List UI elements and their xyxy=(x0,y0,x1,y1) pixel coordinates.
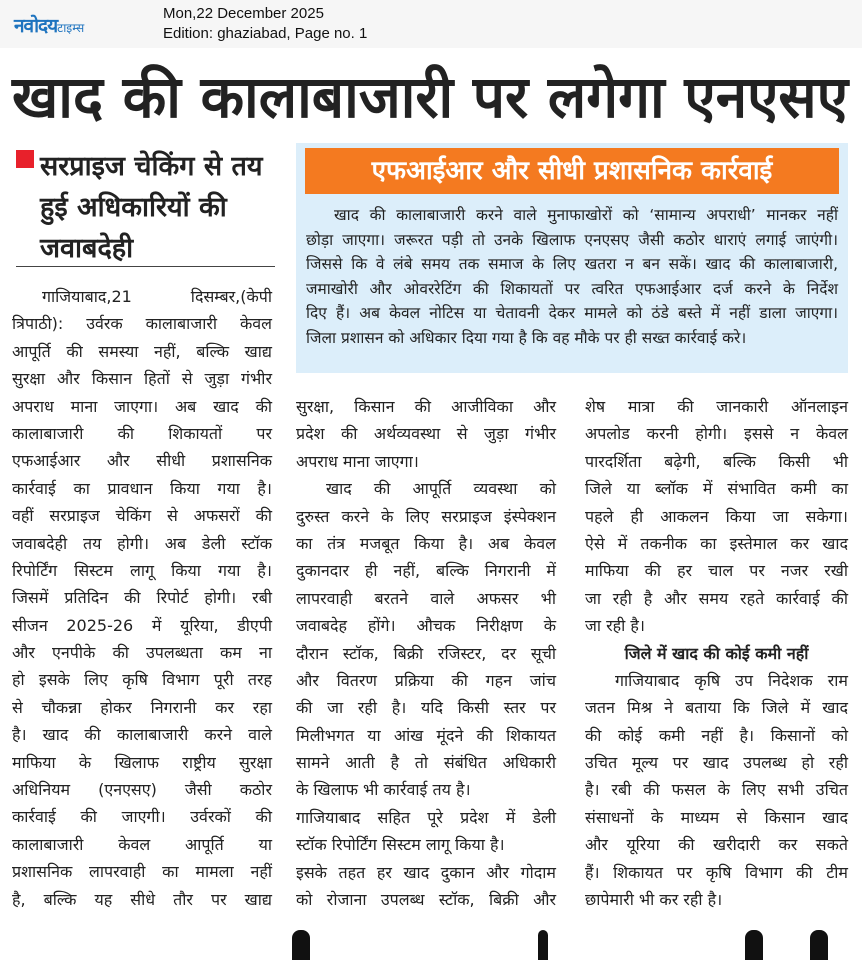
text-line: गाजियाबाद कृषि उप निदेशक राम xyxy=(615,670,848,690)
text-line: जवाबदेह होंगे। औचक निरीक्षण के xyxy=(296,616,556,636)
text-line: है, बल्कि यह सीधे तौर पर खाद्य xyxy=(12,889,272,909)
text-line: आपूर्ति की समस्या नहीं, बल्कि खाद्य xyxy=(12,341,272,361)
subheadline-marker xyxy=(16,150,34,168)
edition-info xyxy=(163,4,367,44)
text-line: अधिनियम (एनएसए) जैसी कठोर xyxy=(12,780,272,800)
next-headline-fragment xyxy=(538,930,548,960)
text-line: जमाखोरी और ओवररेटिंग की शिकायतों पर त्वरित एफआईआर दर्ज करने के निर्देश xyxy=(306,279,838,298)
text-line: दौरान स्टॉक, बिक्री रजिस्टर, दर सूची xyxy=(296,643,556,663)
text-line: गाजियाबाद सहित पूरे प्रदेश में डेली xyxy=(296,807,556,827)
text-line: हो इसके लिए कृषि विभाग पूरी तरह xyxy=(12,670,272,690)
text-line: वहीं सरप्राइज चेकिंग से अफसरों की xyxy=(12,506,272,526)
text-line: को रोजाना उपलब्ध स्टॉक, बिक्री और xyxy=(296,890,556,910)
text-line: दुकानदार ही नहीं, बल्कि निगरानी में xyxy=(296,561,556,581)
text-line: जिससे कि वे लंबे समय तक समाज के लिए खतरा न बन सकें। खाद की कालाबाजारी, xyxy=(306,255,838,274)
text-line: कार्रवाई का प्रावधान किया गया है। xyxy=(12,478,272,498)
text-line: सुरक्षा, किसान की आजीविका और xyxy=(296,397,556,416)
subheadline: सरप्राइज चेकिंग से तय हुई अधिकारियों की जवाबदेही xyxy=(40,151,263,264)
article-column-right xyxy=(585,393,848,913)
text-line: खाद की आपूर्ति व्यवस्था को xyxy=(326,479,556,499)
text-line: अपराध माना जाएगा। अब खाद की xyxy=(12,396,272,416)
text-line: जिसमें प्रतिदिन की रिपोर्ट होगी। रबी xyxy=(12,588,272,608)
logo-sub: टाइम्स xyxy=(57,21,85,35)
text-line: संसाधनों के माध्यम से किसान खाद xyxy=(585,807,848,827)
text-line: जतन मिश्र ने बताया कि जिले में खाद xyxy=(585,698,848,718)
highlight-box-text xyxy=(306,203,838,351)
text-line: के खिलाफ भी कार्रवाई तय है। xyxy=(296,780,471,800)
top-bar xyxy=(0,0,862,48)
text-line: छापेमारी भी कर रही है। xyxy=(585,890,723,910)
text-line: माफिया की हर चाल पर नजर रखी xyxy=(585,561,848,581)
next-headline-fragment xyxy=(745,930,763,960)
next-headline-fragment xyxy=(292,930,310,960)
text-line: कार्रवाई की जाएगी। उर्वरकों की xyxy=(12,807,272,827)
section-subheading: जिले में खाद की कोई कमी नहीं xyxy=(624,643,809,663)
text-line: और वितरण प्रक्रिया की गहन जांच xyxy=(296,670,556,690)
headline: खाद की कालाबाजारी पर लगेगा एनएसए xyxy=(12,63,848,131)
text-line: की जा रही है। यदि किसी स्तर पर xyxy=(296,698,556,718)
text-line: से चौकन्ना होकर निगरानी कर रहा xyxy=(12,697,272,717)
text-line: है। खाद की कालाबाजारी करने वाले xyxy=(12,725,272,745)
text-line: प्रशासनिक लापरवाही का मामला नहीं xyxy=(12,862,272,882)
text-line: सामने आती है तो संबंधित अधिकारी xyxy=(296,753,556,773)
article-column-middle xyxy=(296,393,556,913)
text-line: एफआईआर और सीधी प्रशासनिक xyxy=(12,451,272,471)
text-line: है। रबी की फसल के लिए सभी उचित xyxy=(585,780,848,800)
text-line: अपराध माना जाएगा। xyxy=(296,451,419,471)
text-line: स्टॉक रिपोर्टिंग सिस्टम लागू किया है। xyxy=(296,835,505,855)
highlight-box xyxy=(296,143,848,373)
text-line: इसके तहत हर खाद दुकान और गोदाम xyxy=(296,862,556,882)
text-line: रिपोर्टिंग सिस्टम लागू किया गया है। xyxy=(12,560,272,580)
text-line: की कोई कमी नहीं है। किसानों को xyxy=(585,725,848,745)
text-line: उचित मूल्य पर खाद उपलब्ध हो रही xyxy=(585,753,848,773)
text-line: दुरुस्त करने के लिए सरप्राइज इंस्पेक्शन xyxy=(296,506,556,526)
text-line: मिलीभगत या आंख मूंदने की शिकायत xyxy=(296,725,556,745)
divider xyxy=(16,266,275,267)
text-line: दिए हैं। अब केवल नोटिस या चेतावनी देकर मामले को ठंडे बस्ते में नहीं डाला जाएगा। xyxy=(306,304,838,323)
text-line: ऐसे में तकनीक का इस्तेमाल कर खाद xyxy=(585,533,848,553)
logo-main: नवोदय xyxy=(14,15,58,37)
text-line: जिले या ब्लॉक में संभावित कमी का xyxy=(585,479,848,499)
text-line: पहले ही आकलन किया जा सकेगा। xyxy=(585,506,848,526)
text-line: खाद की कालाबाजारी करने वाले मुनाफाखोरों को ‘सामान्य अपराधी’ मानकर नहीं xyxy=(334,206,838,224)
text-line: और एनपीके की उपलब्धता कम ना xyxy=(12,643,272,663)
text-line: त्रिपाठी): उर्वरक कालाबाजारी केवल xyxy=(12,314,272,334)
text-line: हैं। शिकायत पर कृषि विभाग की टीम xyxy=(585,862,848,882)
edition-page: Edition: ghaziabad, Page no. 1 xyxy=(163,25,368,42)
text-line: सुरक्षा और किसान हितों से जुड़ा गंभीर xyxy=(12,369,272,389)
text-line: प्रदेश की अर्थव्यवस्था से जुड़ा गंभीर xyxy=(296,424,556,444)
text-line: जिला प्रशासन को अधिकार दिया गया है कि वह मौके पर ही सख्त कार्रवाई करे। xyxy=(306,328,747,347)
text-line: गाजियाबाद,21 दिसम्बर,(केपी xyxy=(42,287,272,306)
text-line: माफिया के खिलाफ राष्ट्रीय सुरक्षा xyxy=(12,752,272,772)
highlight-box-title: एफआईआर और सीधी प्रशासनिक कार्रवाई xyxy=(305,148,839,194)
article-column-left xyxy=(12,283,272,913)
text-line: छोड़ा जाएगा। जरूरत पड़ी तो उनके खिलाफ एनएसए जैसी कठोर धाराएं लगाई जाएंगी। xyxy=(306,230,838,249)
text-line: कालाबाजारी केवल आपूर्ति या xyxy=(12,834,272,854)
text-line: जवाबदेही तय होगी। अब डेली स्टॉक xyxy=(12,533,272,553)
newspaper-logo[interactable] xyxy=(14,12,84,38)
publication-date: Mon,22 December 2025 xyxy=(163,5,324,22)
text-line: अपलोड करनी होगी। इससे न केवल xyxy=(585,424,848,444)
text-line: का तंत्र मजबूत किया है। अब केवल xyxy=(296,533,556,553)
next-headline-fragment xyxy=(810,930,828,960)
text-line: जा रही है और समय रहते कार्रवाई की xyxy=(585,588,848,608)
text-line: और यूरिया की खरीदारी कर सकते xyxy=(585,835,848,855)
text-line: सीजन 2025-26 में यूरिया, डीएपी xyxy=(12,615,272,635)
text-line: लापरवाही बरतने वाले अफसर भी xyxy=(296,588,556,608)
text-line: कालाबाजारी की शिकायतों पर xyxy=(12,423,272,443)
text-line: जा रही है। xyxy=(585,616,645,636)
text-line: पारदर्शिता बढ़ेगी, बल्कि किसी भी xyxy=(585,451,848,471)
text-line: शेष मात्रा की जानकारी ऑनलाइन xyxy=(585,397,848,416)
